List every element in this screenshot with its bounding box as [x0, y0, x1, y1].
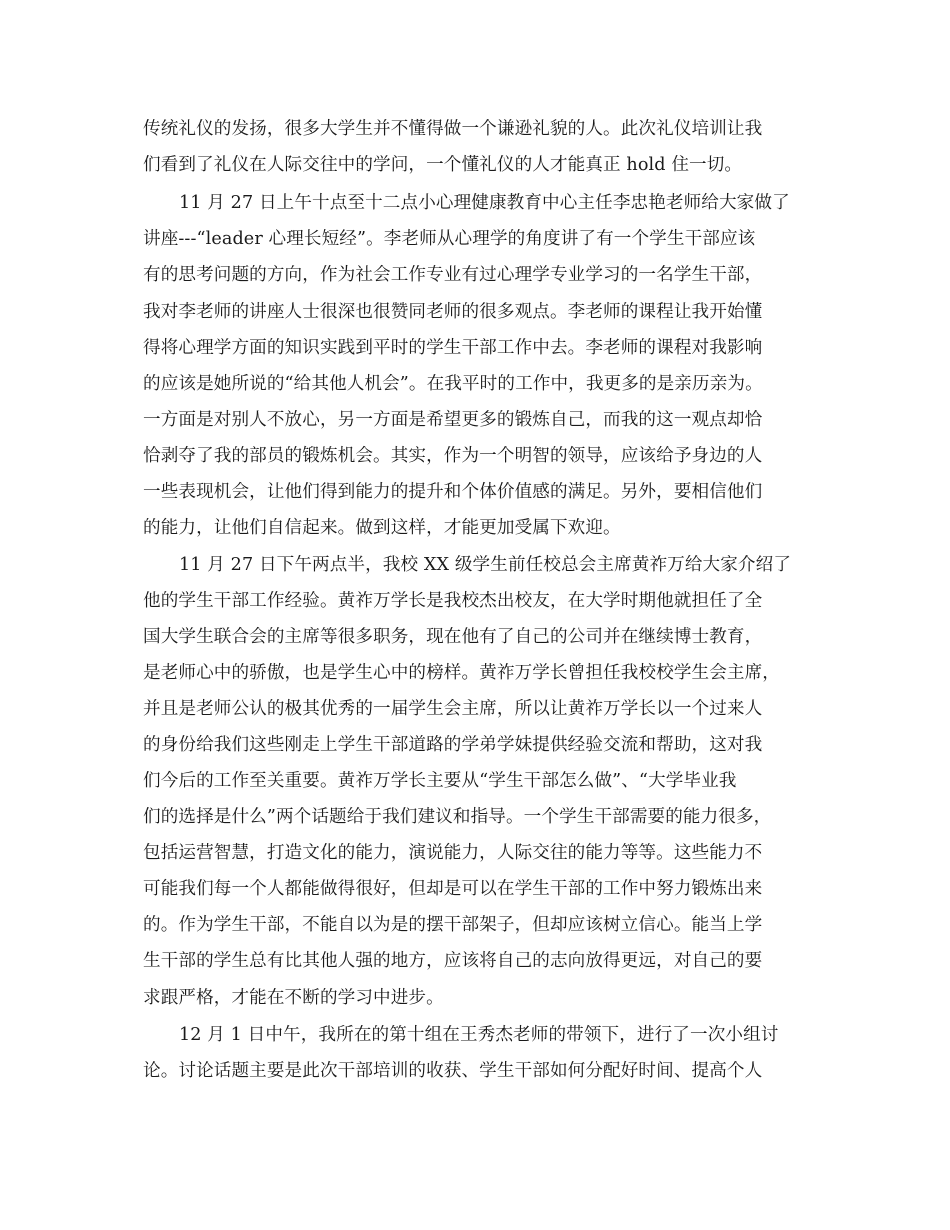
text-line: 一方面是对别人不放心，另一方面是希望更多的锻炼自己，而我的这一观点却恰: [143, 410, 763, 430]
text-line: 包括运营智慧，打造文化的能力，演说能力，人际交往的能力等等。这些能力不: [143, 843, 763, 863]
text-line: 并且是老师公认的极其优秀的一届学生会主席，所以让黄祚万学长以一个过来人: [143, 699, 763, 719]
paragraph-first-line: 11 月 27 日下午两点半，我校 XX 级学生前任校总会主席黄祚万给大家介绍了: [179, 555, 792, 575]
text-line: 的能力，让他们自信起来。做到这样，才能更加受属下欢迎。: [143, 518, 621, 538]
paragraph-first-line: 12 月 1 日中午，我所在的第十组在王秀杰老师的带领下，进行了一次小组讨: [179, 1025, 779, 1045]
text-line: 是老师心中的骄傲，也是学生心中的榜样。黄祚万学长曾担任我校校学生会主席，: [143, 663, 780, 683]
text-line: 他的学生干部工作经验。黄祚万学长是我校杰出校友，在大学时期他就担任了全: [143, 591, 763, 611]
text-line: 恰剥夺了我的部员的锻炼机会。其实，作为一个明智的领导，应该给予身边的人: [143, 446, 763, 466]
text-line: 们看到了礼仪在人际交往中的学问，一个懂礼仪的人才能真正 hold 住一切。: [143, 155, 743, 175]
text-line: 可能我们每一个人都能做得很好，但却是可以在学生干部的工作中努力锻炼出来: [143, 879, 763, 899]
text-line: 传统礼仪的发扬，很多大学生并不懂得做一个谦逊礼貌的人。此次礼仪培训让我: [143, 119, 763, 139]
text-line: 的。作为学生干部，不能自以为是的摆干部架子，但却应该树立信心。能当上学: [143, 915, 763, 935]
text-line: 求跟严格，才能在不断的学习中进步。: [143, 988, 444, 1008]
text-line: 们的选择是什么”两个话题给于我们建议和指导。一个学生干部需要的能力很多，: [143, 807, 772, 827]
paragraph-first-line: 11 月 27 日上午十点至十二点小心理健康教育中心主任李忠艳老师给大家做了: [179, 193, 790, 213]
text-line: 论。讨论话题主要是此次干部培训的收获、学生干部如何分配好时间、提高个人: [143, 1061, 763, 1081]
text-line: 的应该是她所说的“给其他人机会”。在我平时的工作中，我更多的是亲历亲为。: [143, 374, 763, 394]
text-line: 的身份给我们这些刚走上学生干部道路的学弟学妹提供经验交流和帮助，这对我: [143, 735, 763, 755]
text-line: 得将心理学方面的知识实践到平时的学生干部工作中去。李老师的课程对我影响: [143, 338, 763, 358]
text-line: 国大学生联合会的主席等很多职务，现在他有了自己的公司并在继续博士教育，: [143, 627, 763, 647]
text-line: 一些表现机会，让他们得到能力的提升和个体价值感的满足。另外，要相信他们: [143, 482, 763, 502]
text-line: 们今后的工作至关重要。黄祚万学长主要从“学生干部怎么做”、“大学毕业我: [143, 771, 737, 791]
text-line: 生干部的学生总有比其他人强的地方，应该将自己的志向放得更远，对自己的要: [143, 951, 763, 971]
text-line: 讲座---“leader 心理长短经”。李老师从心理学的角度讲了有一个学生干部应该: [143, 229, 756, 249]
text-line: 有的思考问题的方向，作为社会工作专业有过心理学专业学习的一名学生干部，: [143, 265, 763, 285]
text-line: 我对李老师的讲座人士很深也很赞同老师的很多观点。李老师的课程让我开始懂: [143, 302, 763, 322]
